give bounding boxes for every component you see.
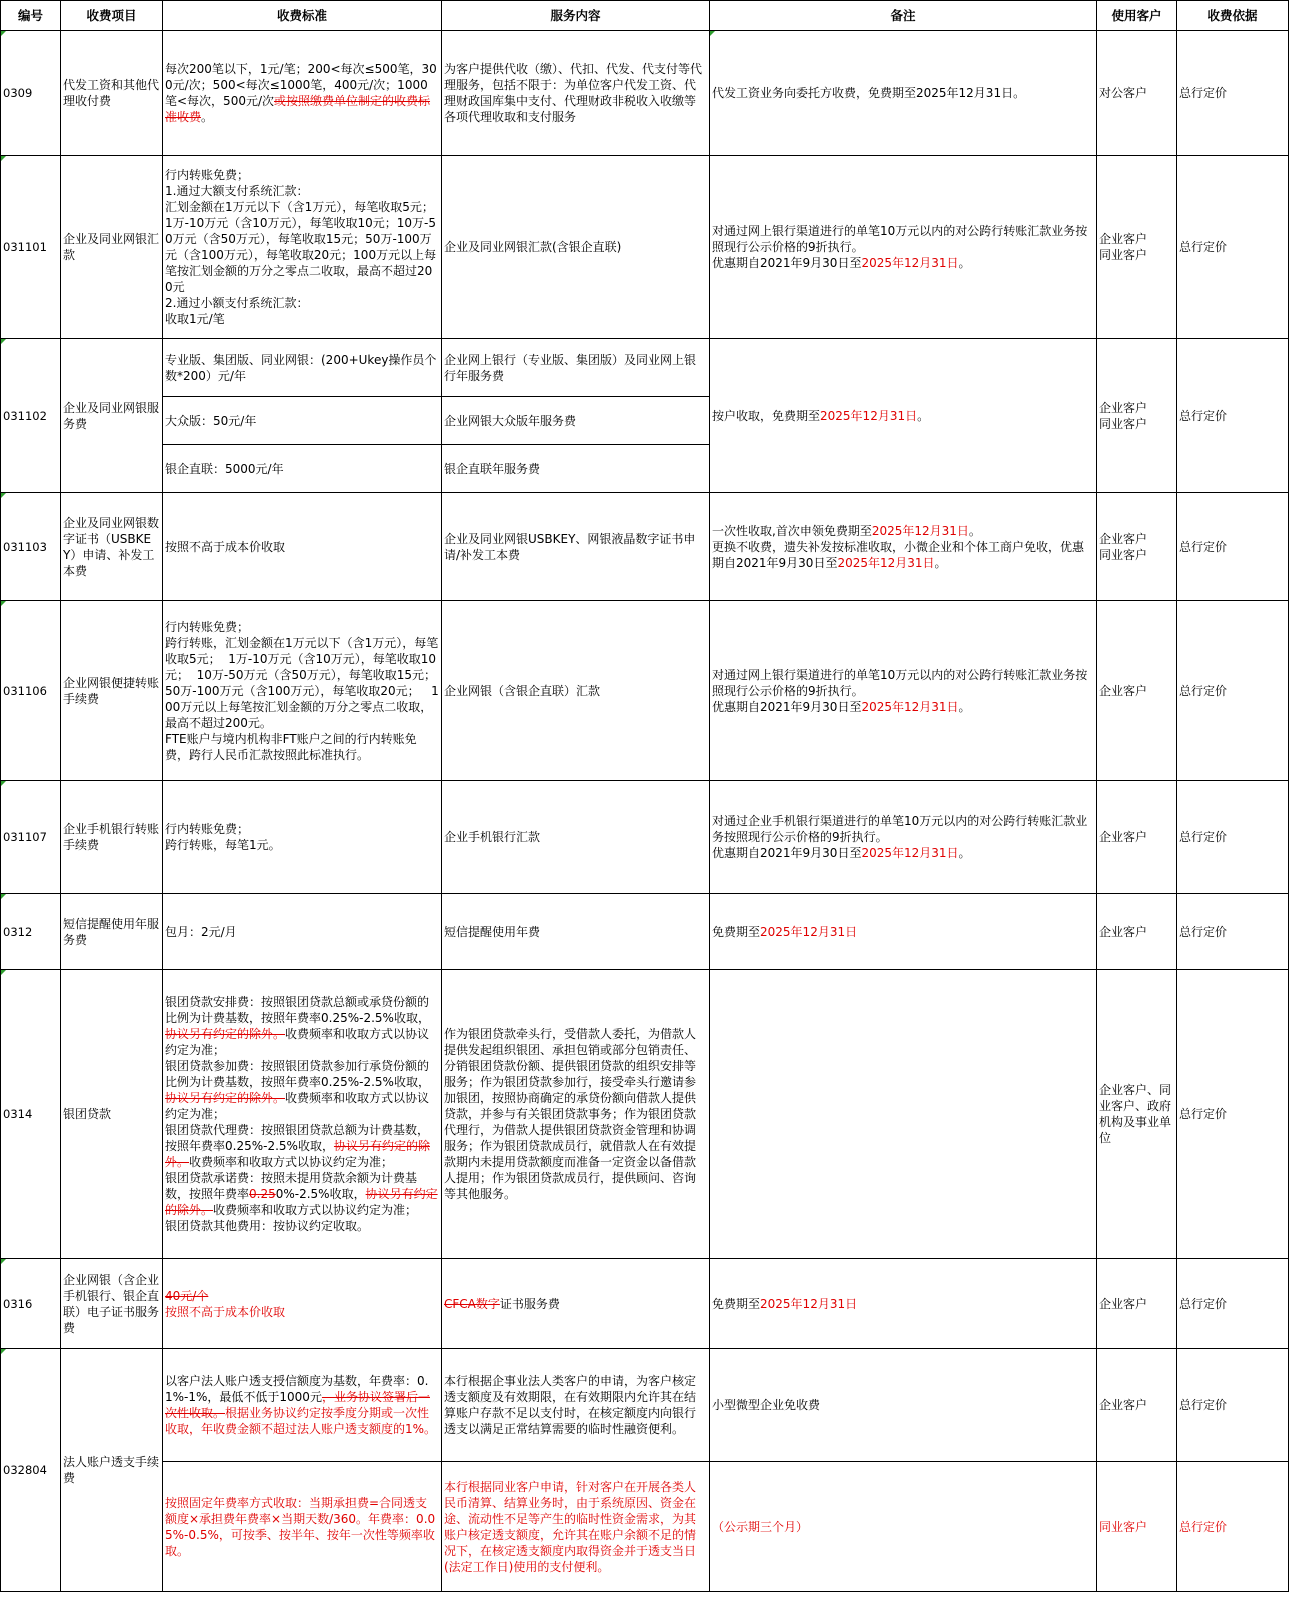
row-remark: 对通过网上银行渠道进行的单笔10万元以内的对公跨行转账汇款业务按照现行公示价格的9折执行。 优惠期自2021年9月30日至2025年12月31日。 bbox=[710, 601, 1097, 781]
header-customer: 使用客户 bbox=[1097, 1, 1177, 31]
struck-text: 或按照缴费单位制定的收费标准收费 bbox=[165, 94, 431, 124]
row-basis: 总行定价 bbox=[1177, 31, 1289, 156]
row-item: 企业网银（含企业手机银行、银企直联）电子证书服务费 bbox=[61, 1259, 163, 1349]
table-row bbox=[1, 1349, 1289, 1462]
row-standard: 行内转账免费； 跨行转账，每笔1元。 bbox=[163, 781, 442, 894]
row-service: 企业网银大众版年服务费 bbox=[442, 397, 710, 445]
table-row bbox=[1, 1462, 1289, 1592]
table-row bbox=[1, 601, 1289, 781]
row-basis: 总行定价 bbox=[1177, 894, 1289, 970]
row-remark: 对通过网上银行渠道进行的单笔10万元以内的对公跨行转账汇款业务按照现行公示价格的9折执行。 优惠期自2021年9月30日至2025年12月31日。 bbox=[710, 156, 1097, 339]
header-basis: 收费依据 bbox=[1177, 1, 1289, 31]
row-item: 企业网银便捷转账手续费 bbox=[61, 601, 163, 781]
row-standard: 大众版：50元/年 bbox=[163, 397, 442, 445]
row-remark: 代发工资业务向委托方收费，免费期至2025年12月31日。 bbox=[710, 31, 1097, 156]
row-basis: 总行定价 bbox=[1177, 1259, 1289, 1349]
row-item: 短信提醒使用年服务费 bbox=[61, 894, 163, 970]
row-standard: 40元/个 按照不高于成本价收取 bbox=[163, 1259, 442, 1349]
row-item: 企业及同业网银服务费 bbox=[61, 339, 163, 493]
row-service: 本行根据企事业法人类客户的申请，为客户核定透支额度及有效期限，在有效期限内允许其在结算账户存款不足以支付时，在核定额度内向银行透支以满足正常结算需要的临时性融资便利。 bbox=[442, 1349, 710, 1462]
row-basis: 总行定价 bbox=[1177, 156, 1289, 339]
row-code: 0314 bbox=[1, 970, 61, 1259]
row-remark: 对通过企业手机银行渠道进行的单笔10万元以内的对公跨行转账汇款业务按照现行公示价格的9折执行。 优惠期自2021年9月30日至2025年12月31日。 bbox=[710, 781, 1097, 894]
row-service: 企业及同业网银汇款(含银企直联) bbox=[442, 156, 710, 339]
row-code: 031106 bbox=[1, 601, 61, 781]
header-standard: 收费标准 bbox=[163, 1, 442, 31]
row-customer: 企业客户 同业客户 bbox=[1097, 493, 1177, 601]
row-basis: 总行定价 bbox=[1177, 1349, 1289, 1462]
row-remark: 免费期至2025年12月31日 bbox=[710, 1259, 1097, 1349]
row-remark: 免费期至2025年12月31日 bbox=[710, 894, 1097, 970]
row-remark: 按户收取，免费期至2025年12月31日。 bbox=[710, 339, 1097, 493]
row-standard: 行内转账免费； 跨行转账，汇划金额在1万元以下（含1万元），每笔收取5元； 1万-10万元（含10万元），每笔收取10元； 10万-50万元（含50万元），每笔收取15元； 50万-100万元（含100万元），每笔收取20元； 100万元以上每笔按汇划金额的万分之零点二收取，最高不超过200元。 FTE账户与境内机构非FT账户之间的行内转账免费，跨行人民币汇款按照此标准执行。 bbox=[163, 601, 442, 781]
row-item: 企业及同业网银数字证书（USBKEY）申请、补发工本费 bbox=[61, 493, 163, 601]
table-row bbox=[1, 156, 1289, 339]
header-service: 服务内容 bbox=[442, 1, 710, 31]
row-remark: 小型微型企业免收费 bbox=[710, 1349, 1097, 1462]
row-code: 0309 bbox=[1, 31, 61, 156]
row-item: 法人账户透支手续费 bbox=[61, 1349, 163, 1592]
row-code: 031103 bbox=[1, 493, 61, 601]
row-basis: 总行定价 bbox=[1177, 493, 1289, 601]
row-standard: 以客户法人账户透支授信额度为基数，年费率：0.1%-1%，最低不低于1000元，业务协议签署后一次性收取。根据业务协议约定按季度分期或一次性收取，年收费金额不超过法人账户透支额度的1%。 bbox=[163, 1349, 442, 1462]
table-row bbox=[1, 970, 1289, 1259]
struck-text: 40元/个 bbox=[165, 1288, 209, 1303]
row-code: 0312 bbox=[1, 894, 61, 970]
header-item: 收费项目 bbox=[61, 1, 163, 31]
row-standard: 银团贷款安排费：按照银团贷款总额或承贷份额的比例为计费基数，按照年费率0.25%-2.5%收取，协议另有约定的除外。收费频率和收取方式以协议约定为准； 银团贷款参加费：按照银团贷款参加行承贷份额的比例为计费基数，按照年费率0.25%-2.5%收取，协议另有约定的除外。收费频率和收取方式以协议约定为准； 银团贷款代理费：按照银团贷款总额为计费基数，按照年费率0.25%-2.5%收取，协议另有约定的除外。收费频率和收取方式以协议约定为准； 银团贷款承诺费：按照未提用贷款余额为计费基数，按照年费率0.250%-2.5%收取，协议另有约定的除外。收费频率和收取方式以协议约定为准； 银团贷款其他费用：按协议约定收取。 bbox=[163, 970, 442, 1259]
row-item: 企业手机银行转账手续费 bbox=[61, 781, 163, 894]
row-standard: 按照固定年费率方式收取：当期承担费=合同透支额度×承担费年费率×当期天数/360。年费率：0.05%-0.5%，可按季、按半年、按年一次性等频率收取。 bbox=[163, 1462, 442, 1592]
row-customer: 企业客户、同业客户、政府机构及事业单位 bbox=[1097, 970, 1177, 1259]
table-row bbox=[1, 31, 1289, 156]
row-customer: 企业客户 bbox=[1097, 601, 1177, 781]
row-customer: 企业客户 bbox=[1097, 1349, 1177, 1462]
row-service: 企业网银（含银企直联）汇款 bbox=[442, 601, 710, 781]
row-customer: 企业客户 同业客户 bbox=[1097, 339, 1177, 493]
row-customer: 对公客户 bbox=[1097, 31, 1177, 156]
struck-text: 协议另有约定的除外。 bbox=[165, 1027, 286, 1041]
row-service: 本行根据同业客户申请，针对客户在开展各类人民币清算、结算业务时，由于系统原因、资金在途、流动性不足等产生的临时性资金需求，为其账户核定透支额度，允许其在账户余额不足的情况下，在核定透支额度内取得资金并于透支当日(法定工作日)使用的支付便利。 bbox=[442, 1462, 710, 1592]
row-basis: 总行定价 bbox=[1177, 1462, 1289, 1592]
row-item: 企业及同业网银汇款 bbox=[61, 156, 163, 339]
row-standard: 银企直联：5000元/年 bbox=[163, 445, 442, 493]
row-customer: 企业客户 同业客户 bbox=[1097, 156, 1177, 339]
row-item: 银团贷款 bbox=[61, 970, 163, 1259]
row-service: 短信提醒使用年费 bbox=[442, 894, 710, 970]
row-code: 0316 bbox=[1, 1259, 61, 1349]
header-remark: 备注 bbox=[710, 1, 1097, 31]
struck-text: 协议另有约定的除外。 bbox=[165, 1139, 430, 1169]
row-remark: （公示期三个月） bbox=[710, 1462, 1097, 1592]
row-service: 为客户提供代收（缴）、代扣、代发、代支付等代理服务，包括不限于：为单位客户代发工资、代理财政国库集中支付、代理财政非税收入收缴等各项代理收取和支付服务 bbox=[442, 31, 710, 156]
row-item: 代发工资和其他代理收付费 bbox=[61, 31, 163, 156]
header-row bbox=[1, 1, 1289, 31]
table-row bbox=[1, 894, 1289, 970]
row-code: 031107 bbox=[1, 781, 61, 894]
header-code: 编号 bbox=[1, 1, 61, 31]
row-basis: 总行定价 bbox=[1177, 601, 1289, 781]
struck-text: 协议另有约定的除外。 bbox=[165, 1187, 438, 1217]
row-basis: 总行定价 bbox=[1177, 781, 1289, 894]
row-code: 031102 bbox=[1, 339, 61, 493]
struck-text: ，业务协议签署后一次性收取。 bbox=[165, 1390, 430, 1420]
row-remark bbox=[710, 970, 1097, 1259]
row-remark: 一次性收取,首次申领免费期至2025年12月31日。 更换不收费，遗失补发按标准收取，小微企业和个体工商户免收，优惠期自2021年9月30日至2025年12月31日。 bbox=[710, 493, 1097, 601]
struck-text: CFCA数字 bbox=[444, 1296, 500, 1311]
row-customer: 企业客户 bbox=[1097, 781, 1177, 894]
row-service: 企业及同业网银USBKEY、网银液晶数字证书申请/补发工本费 bbox=[442, 493, 710, 601]
table-row bbox=[1, 339, 1289, 397]
table-row bbox=[1, 781, 1289, 894]
table-row bbox=[1, 493, 1289, 601]
row-service: CFCA数字证书服务费 bbox=[442, 1259, 710, 1349]
row-customer: 企业客户 bbox=[1097, 1259, 1177, 1349]
row-service: 银企直联年服务费 bbox=[442, 445, 710, 493]
row-standard: 每次200笔以下，1元/笔；200<每次≤500笔，300元/次；500<每次≤1000笔，400元/次；1000笔<每次，500元/次或按照缴费单位制定的收费标准收费。 bbox=[163, 31, 442, 156]
row-service: 企业网上银行（专业版、集团版）及同业网上银行年服务费 bbox=[442, 339, 710, 397]
row-standard: 专业版、集团版、同业网银：(200+Ukey操作员个数*200）元/年 bbox=[163, 339, 442, 397]
row-customer: 同业客户 bbox=[1097, 1462, 1177, 1592]
table-row bbox=[1, 1259, 1289, 1349]
row-service: 企业手机银行汇款 bbox=[442, 781, 710, 894]
struck-text: 0.25 bbox=[249, 1187, 276, 1201]
row-basis: 总行定价 bbox=[1177, 339, 1289, 493]
row-standard: 行内转账免费； 1.通过大额支付系统汇款： 汇划金额在1万元以下（含1万元），每笔收取5元；1万-10万元（含10万元），每笔收取10元；10万-50万元（含50万元），每笔收取15元；50万-100万元（含100万元），每笔收取20元；100万元以上每笔按汇划金额的万分之零点二收取，最高不超过200元 2.通过小额支付系统汇款： 收取1元/笔 bbox=[163, 156, 442, 339]
row-code: 031101 bbox=[1, 156, 61, 339]
row-code: 032804 bbox=[1, 1349, 61, 1592]
row-standard: 按照不高于成本价收取 bbox=[163, 493, 442, 601]
row-standard: 包月：2元/月 bbox=[163, 894, 442, 970]
struck-text: 协议另有约定的除外。 bbox=[165, 1091, 286, 1105]
row-customer: 企业客户 bbox=[1097, 894, 1177, 970]
row-service: 作为银团贷款牵头行，受借款人委托，为借款人提供发起组织银团、承担包销或部分包销责任、分销银团贷款份额、提供银团贷款的组织安排等服务；作为银团贷款参加行，接受牵头行邀请参加银团，按照协商确定的承贷份额向借款人提供贷款，并参与有关银团贷款事务；作为银团贷款代理行，为借款人提供银团贷款资金管理和协调服务；作为银团贷款成员行，就借款人在有效提款期内未提用贷款额度而准备一定资金以备借款人提用；作为银团贷款成员行，提供顾问、咨询等其他服务。 bbox=[442, 970, 710, 1259]
row-basis: 总行定价 bbox=[1177, 970, 1289, 1259]
